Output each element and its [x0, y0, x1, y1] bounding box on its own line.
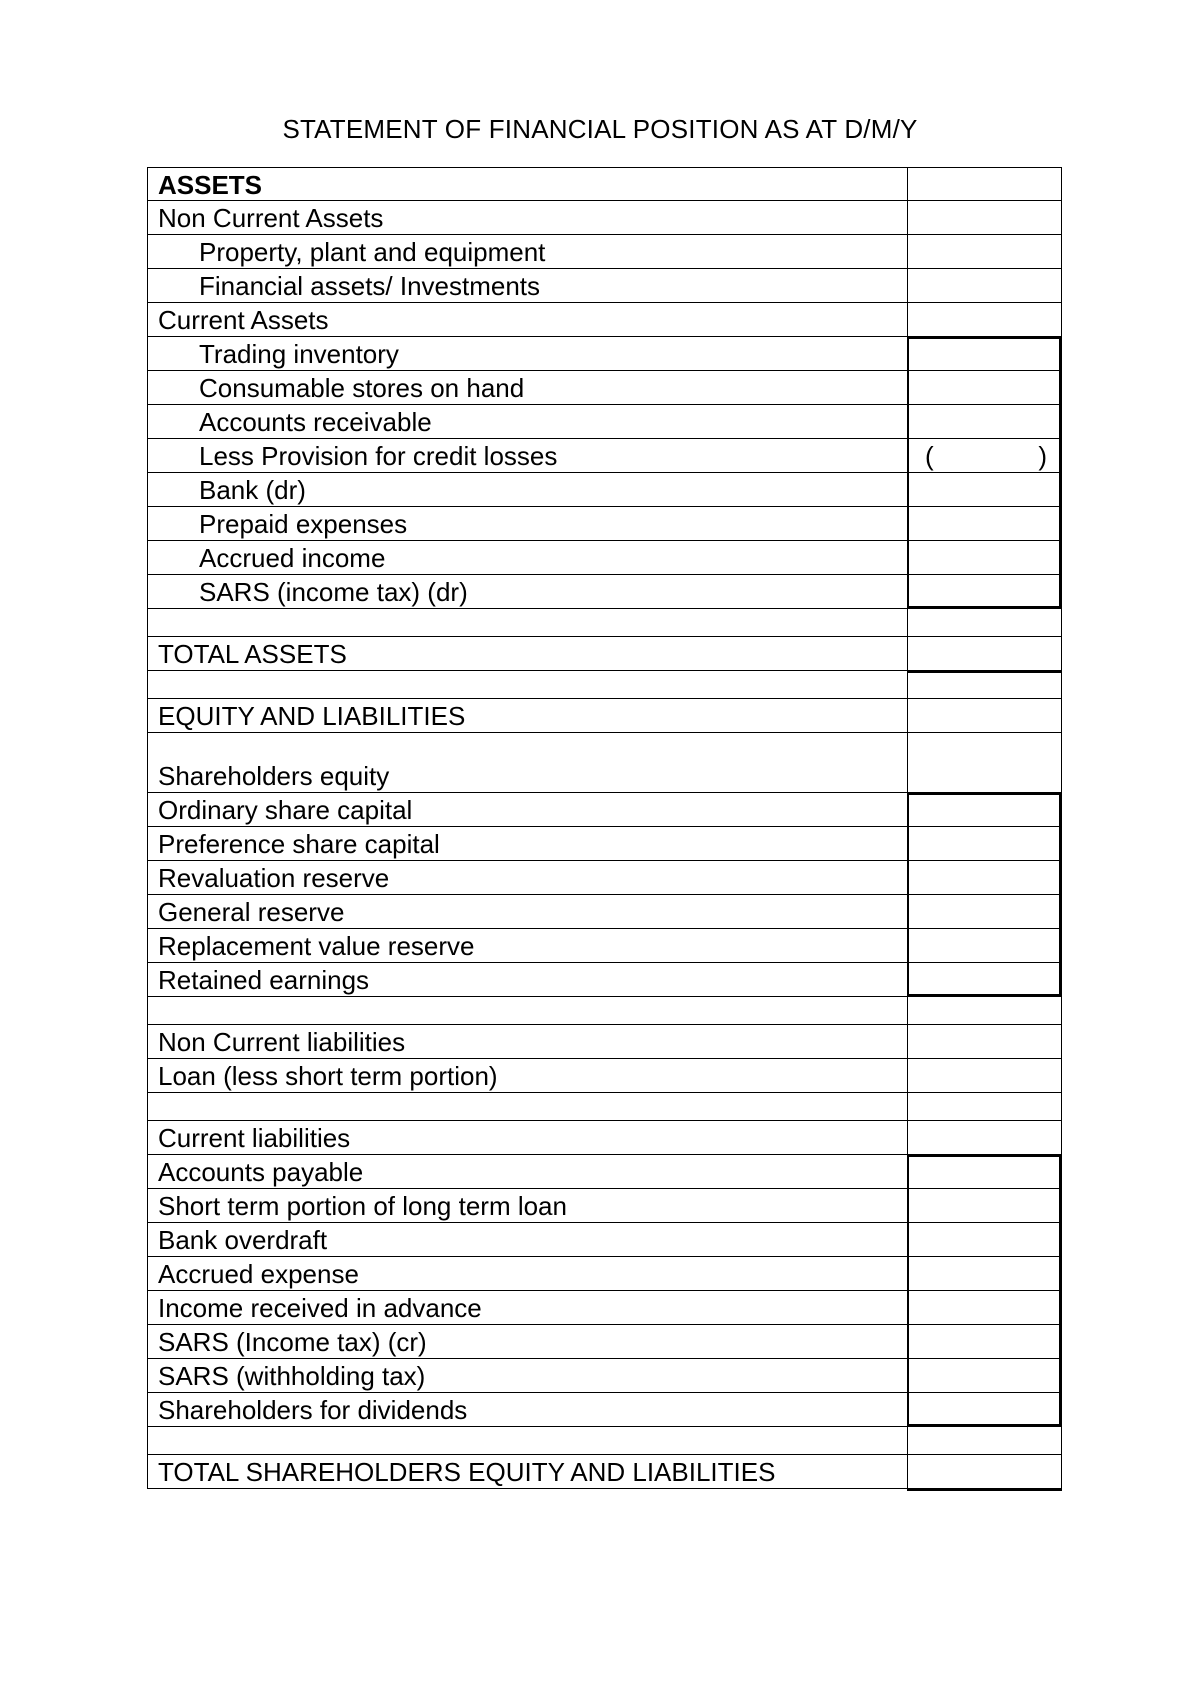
amount-cell[interactable]: [908, 168, 1061, 200]
amount-cell[interactable]: [908, 733, 1061, 792]
amount-cell[interactable]: [907, 1359, 1061, 1392]
row-accrued-expense: [147, 1257, 1062, 1291]
row-property-plant-and-equipment: [147, 235, 1062, 269]
spacer-row: [147, 671, 1062, 699]
total-amount-cell[interactable]: [908, 637, 1061, 670]
spacer-row: [147, 1093, 1062, 1121]
row-financial-assets-investments: [147, 269, 1062, 303]
row-bank-overdraft: [147, 1223, 1062, 1257]
row-label: Ordinary share capital: [148, 793, 908, 826]
row-label: Current Assets: [148, 303, 908, 336]
row-label: Accrued expense: [148, 1257, 908, 1290]
row-label: Retained earnings: [148, 963, 908, 996]
row-sars-withholding-tax: [147, 1359, 1062, 1393]
row-label: Less Provision for credit losses: [148, 439, 908, 472]
amount-cell[interactable]: [908, 1025, 1061, 1058]
row-assets: [147, 167, 1062, 201]
row-ordinary-share-capital: [147, 793, 1062, 827]
amount-cell[interactable]: [907, 827, 1061, 860]
amount-cell[interactable]: [908, 235, 1061, 268]
amount-cell[interactable]: [908, 671, 1061, 698]
amount-cell[interactable]: [907, 929, 1061, 962]
close-parenthesis: ): [1038, 441, 1047, 471]
amount-cell[interactable]: [907, 895, 1061, 928]
amount-cell[interactable]: [907, 1325, 1061, 1358]
row-label: [148, 1427, 908, 1454]
row-label: Shareholders equity: [148, 733, 908, 792]
row-label: Property, plant and equipment: [148, 235, 908, 268]
amount-cell[interactable]: [907, 575, 1061, 608]
row-label: Short term portion of long term loan: [148, 1189, 908, 1222]
row-shareholders-for-dividends: [147, 1393, 1062, 1427]
row-total-assets: [147, 637, 1062, 671]
row-current-assets: [147, 303, 1062, 337]
row-label: Bank overdraft: [148, 1223, 908, 1256]
row-label: EQUITY AND LIABILITIES: [148, 699, 908, 732]
amount-cell[interactable]: [908, 1093, 1061, 1120]
row-label: Financial assets/ Investments: [148, 269, 908, 302]
row-accounts-payable: [147, 1155, 1062, 1189]
amount-cell[interactable]: [907, 405, 1061, 438]
row-label: ASSETS: [148, 168, 908, 200]
row-retained-earnings: [147, 963, 1062, 997]
row-label: Non Current liabilities: [148, 1025, 908, 1058]
row-label: Accounts receivable: [148, 405, 908, 438]
amount-cell[interactable]: [907, 337, 1061, 370]
row-label: Accounts payable: [148, 1155, 908, 1188]
row-accounts-receivable: [147, 405, 1062, 439]
row-label: Replacement value reserve: [148, 929, 908, 962]
row-label: Trading inventory: [148, 337, 908, 370]
row-general-reserve: [147, 895, 1062, 929]
row-label: SARS (Income tax) (cr): [148, 1325, 908, 1358]
row-label: SARS (withholding tax): [148, 1359, 908, 1392]
row-label: [148, 609, 908, 636]
spacer-row: [147, 609, 1062, 637]
row-prepaid-expenses: [147, 507, 1062, 541]
row-label: Shareholders for dividends: [148, 1393, 908, 1426]
amount-cell[interactable]: [907, 473, 1061, 506]
row-sars-income-tax-cr: [147, 1325, 1062, 1359]
row-accrued-income: [147, 541, 1062, 575]
row-label: Preference share capital: [148, 827, 908, 860]
row-label: Current liabilities: [148, 1121, 908, 1154]
amount-cell[interactable]: [907, 541, 1061, 574]
amount-cell[interactable]: [907, 1291, 1061, 1324]
amount-cell[interactable]: [907, 439, 1061, 472]
row-non-current-liabilities: [147, 1025, 1062, 1059]
row-non-current-assets: [147, 201, 1062, 235]
row-label: TOTAL ASSETS: [148, 637, 908, 670]
row-sars-income-tax-dr: [147, 575, 1062, 609]
row-equity-and-liabilities: [147, 699, 1062, 733]
row-shareholders-equity: [147, 733, 1062, 793]
amount-cell[interactable]: [908, 609, 1061, 636]
row-label: Loan (less short term portion): [148, 1059, 908, 1092]
amount-cell[interactable]: [908, 1121, 1061, 1154]
row-replacement-value-reserve: [147, 929, 1062, 963]
amount-cell[interactable]: [907, 371, 1061, 404]
row-short-term-portion-of-long-term-loan: [147, 1189, 1062, 1223]
row-revaluation-reserve: [147, 861, 1062, 895]
row-label: Consumable stores on hand: [148, 371, 908, 404]
amount-cell[interactable]: [907, 1393, 1061, 1426]
row-label: [148, 671, 908, 698]
statement-title: STATEMENT OF FINANCIAL POSITION AS AT D/M/Y: [282, 114, 918, 144]
amount-cell[interactable]: [907, 1189, 1061, 1222]
row-trading-inventory: [147, 337, 1062, 371]
amount-cell[interactable]: [907, 861, 1061, 894]
row-label: SARS (income tax) (dr): [148, 575, 908, 608]
amount-cell[interactable]: [907, 1155, 1061, 1188]
amount-cell[interactable]: [908, 201, 1061, 234]
row-label: Revaluation reserve: [148, 861, 908, 894]
row-label: Accrued income: [148, 541, 908, 574]
financial-position-table: [147, 167, 1062, 1489]
total-amount-cell[interactable]: [908, 1455, 1061, 1488]
row-label: [148, 1093, 908, 1120]
row-label: Income received in advance: [148, 1291, 908, 1324]
amount-cell[interactable]: [907, 507, 1061, 540]
row-bank-dr: [147, 473, 1062, 507]
row-current-liabilities: [147, 1121, 1062, 1155]
row-preference-share-capital: [147, 827, 1062, 861]
open-parenthesis: (: [925, 441, 934, 471]
row-loan-less-short-term-portion: [147, 1059, 1062, 1093]
amount-cell[interactable]: [908, 997, 1061, 1024]
row-label: General reserve: [148, 895, 908, 928]
amount-cell[interactable]: [907, 793, 1061, 826]
amount-cell[interactable]: [908, 699, 1061, 732]
amount-cell[interactable]: [907, 963, 1061, 996]
amount-cell[interactable]: [907, 1257, 1061, 1290]
amount-cell[interactable]: [908, 269, 1061, 302]
row-label: Non Current Assets: [148, 201, 908, 234]
amount-cell[interactable]: [908, 303, 1061, 336]
amount-cell[interactable]: [907, 1223, 1061, 1256]
spacer-row: [147, 997, 1062, 1025]
row-consumable-stores-on-hand: [147, 371, 1062, 405]
row-label: [148, 997, 908, 1024]
spacer-row: [147, 1427, 1062, 1455]
row-total-shareholders-equity-and-liabilities: [147, 1455, 1062, 1489]
row-label: Prepaid expenses: [148, 507, 908, 540]
amount-cell[interactable]: [908, 1427, 1061, 1454]
row-label: TOTAL SHAREHOLDERS EQUITY AND LIABILITIES: [148, 1455, 908, 1488]
row-label: Bank (dr): [148, 473, 908, 506]
row-income-received-in-advance: [147, 1291, 1062, 1325]
amount-cell[interactable]: [908, 1059, 1061, 1092]
row-less-provision-for-credit-losses: [147, 439, 1062, 473]
